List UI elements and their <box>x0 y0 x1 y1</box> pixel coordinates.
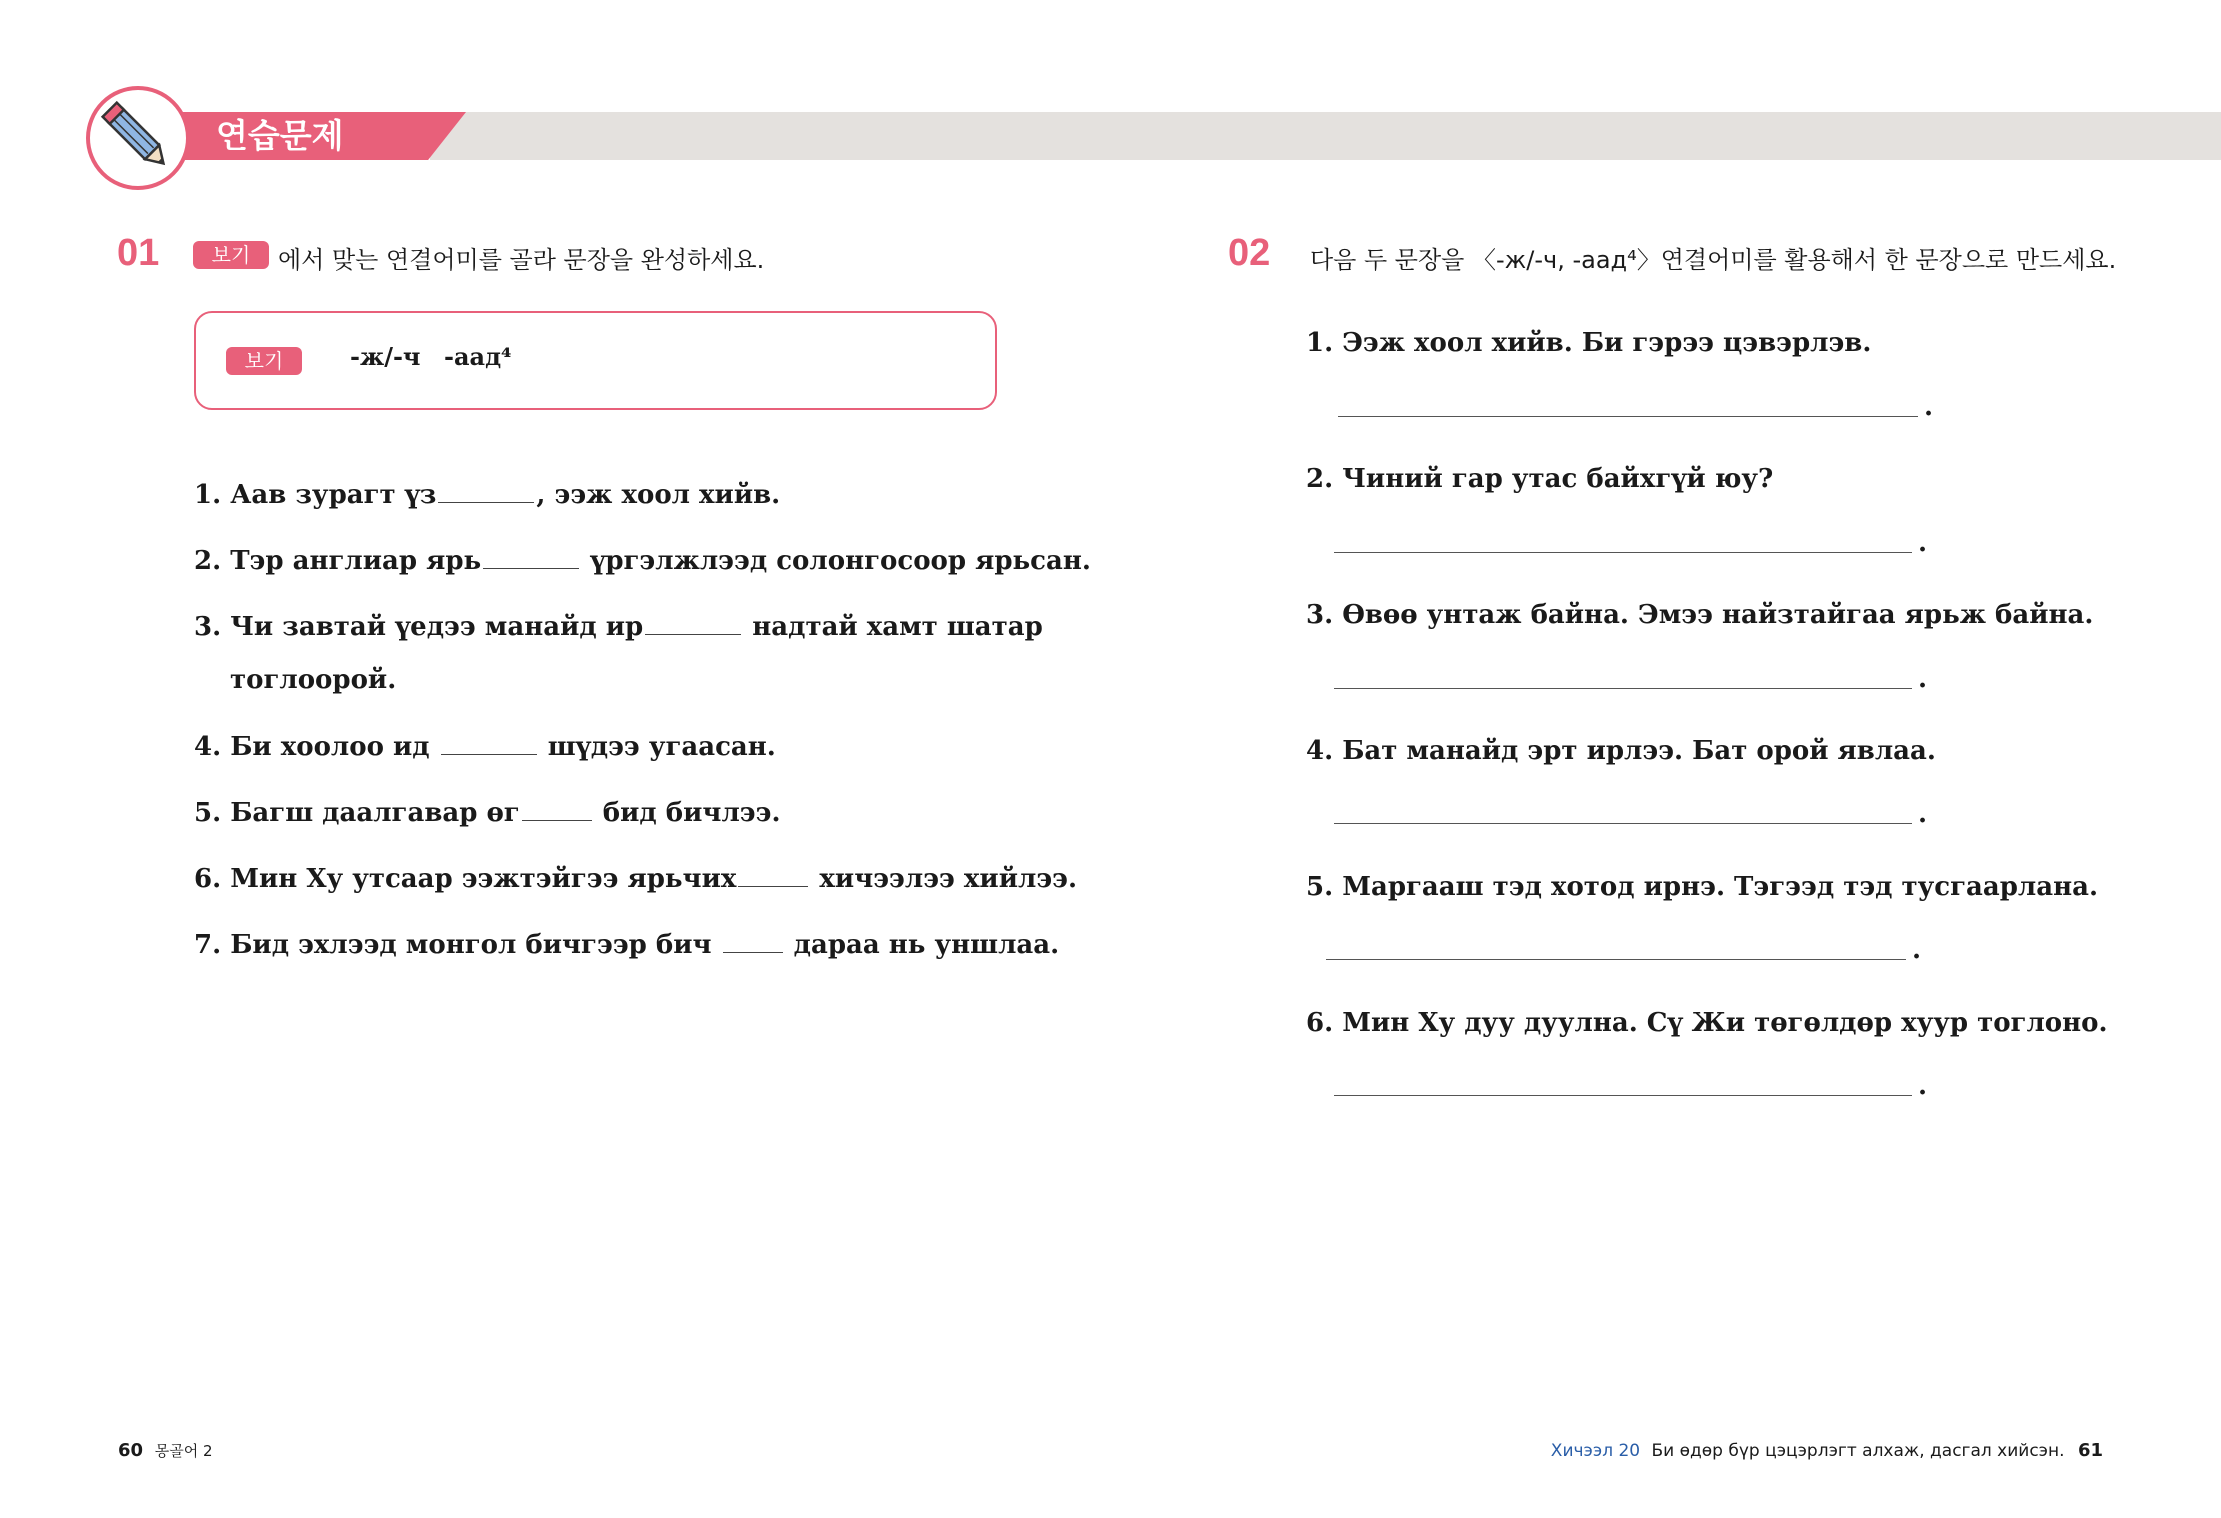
answer-blank[interactable] <box>645 633 741 635</box>
lesson-label: Хичээл 20 <box>1550 1441 1641 1461</box>
answer-blank[interactable] <box>723 951 783 953</box>
exercise-1-number: 01 <box>117 232 160 274</box>
example-option: -ж/-ч <box>350 342 421 371</box>
footer-left <box>118 1440 213 1461</box>
lesson-title: Би өдөр бүр цэцэрлэгт алхаж, дасгал хийсэн. <box>1651 1441 2065 1461</box>
list-item: 1. Ээж хоол хийв. Би гэрээ цэвэрлэв. <box>1306 328 1872 358</box>
header-title: 연습문제 <box>216 117 344 154</box>
list-item: 4. Би хоолоо ид шүдээ угаасан. <box>194 732 776 762</box>
answer-line[interactable] <box>1326 959 1906 960</box>
example-badge: 보기 <box>193 241 269 269</box>
list-item: 3. Өвөө унтаж байна. Эмээ найзтайгаа ярьж байна. <box>1306 600 2094 630</box>
pencil-icon-circle <box>86 86 190 190</box>
list-item: 6. Мин Ху утсаар ээжтэйгээ ярьчих хичээлээ хийлээ. <box>194 864 1078 894</box>
list-item: 2. Тэр англиар ярь үргэлжлээд солонгосоор ярьсан. <box>194 546 1091 576</box>
answer-period: . <box>1918 799 1928 829</box>
answer-period: . <box>1912 935 1922 965</box>
list-item-continuation: тоглоорой. <box>230 665 397 695</box>
list-item: 1. Аав зурагт үз , ээж хоол хийв. <box>194 480 781 510</box>
list-item: 7. Бид эхлээд монгол бичгээр бич дараа нь уншлаа. <box>194 930 1060 960</box>
exercise-2-instruction: 다음 두 문장을 〈-ж/-ч, -аад⁴〉연결어미를 활용해서 한 문장으로 만드세요. <box>1310 246 2117 274</box>
list-item: 6. Мин Ху дуу дуулна. Сү Жи төгөлдөр хуур тоглоно. <box>1306 1008 2108 1038</box>
page-number: 61 <box>2077 1440 2103 1461</box>
answer-line[interactable] <box>1338 416 1918 417</box>
answer-blank[interactable] <box>441 753 537 755</box>
footer-right <box>1551 1440 2103 1461</box>
list-item: 2. Чиний гар утас байхгүй юу? <box>1306 464 1774 494</box>
answer-period: . <box>1918 1071 1928 1101</box>
list-item: 5. Маргааш тэд хотод ирнэ. Тэгээд тэд тусгаарлана. <box>1306 872 2099 902</box>
answer-blank[interactable] <box>522 819 592 821</box>
answer-blank[interactable] <box>438 501 534 503</box>
answer-period: . <box>1918 664 1928 694</box>
answer-blank[interactable] <box>738 885 808 887</box>
answer-blank[interactable] <box>483 567 579 569</box>
answer-line[interactable] <box>1334 688 1912 689</box>
answer-period: . <box>1924 392 1934 422</box>
answer-line[interactable] <box>1334 552 1912 553</box>
book-title: 몽골어 2 <box>154 1442 213 1460</box>
list-item: 3. Чи завтай үедээ манайд ир надтай хамт шатар <box>194 612 1043 642</box>
pencil-icon <box>90 90 186 186</box>
exercise-2-number: 02 <box>1228 232 1271 274</box>
list-item: 4. Бат манайд эрт ирлээ. Бат орой явлаа. <box>1306 736 1936 766</box>
answer-period: . <box>1918 528 1928 558</box>
list-item: 5. Багш даалгавар өг бид бичлээ. <box>194 798 781 828</box>
answer-line[interactable] <box>1334 1095 1912 1096</box>
example-option: -аад⁴ <box>444 342 512 371</box>
page-number: 60 <box>118 1440 144 1461</box>
header-band <box>430 112 2221 160</box>
example-box <box>194 311 997 410</box>
example-box-badge: 보기 <box>226 347 302 375</box>
exercise-1-instruction: 에서 맞는 연결어미를 골라 문장을 완성하세요. <box>278 246 765 274</box>
answer-line[interactable] <box>1334 823 1912 824</box>
